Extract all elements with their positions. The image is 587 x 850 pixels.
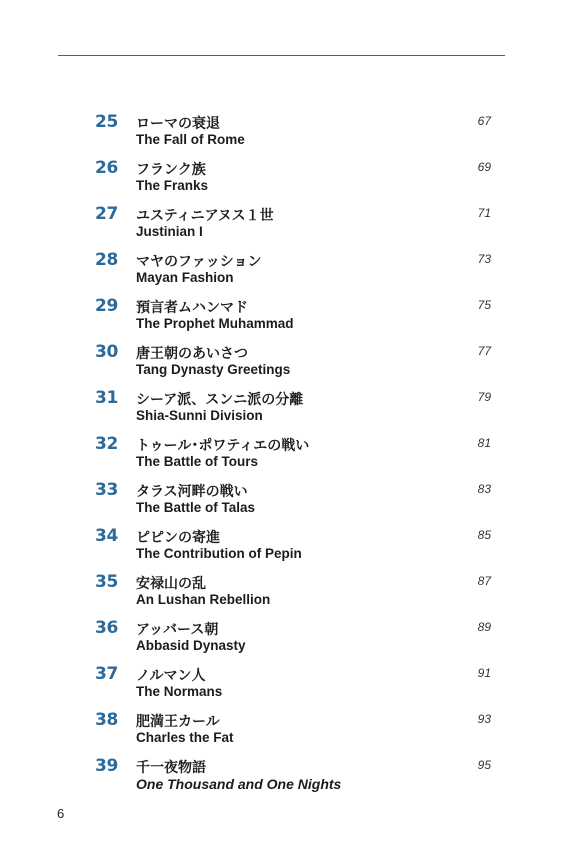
chapter-title-japanese: タラス河畔の戦い — [136, 484, 248, 500]
toc-entry[interactable] — [0, 710, 587, 756]
chapter-number: 37 — [95, 664, 119, 684]
chapter-title-japanese: トゥール･ポワティエの戦い — [136, 438, 310, 454]
chapter-title-japanese: シーア派、スンニ派の分離 — [136, 392, 304, 408]
chapter-title-japanese: アッバース朝 — [136, 622, 219, 638]
page-reference: 73 — [477, 252, 491, 266]
page-reference: 75 — [477, 298, 491, 312]
toc-entry[interactable] — [0, 296, 587, 342]
chapter-title-japanese: 千一夜物語 — [136, 760, 206, 776]
chapter-title-japanese: 安禄山の乱 — [136, 576, 206, 592]
toc-entry[interactable] — [0, 250, 587, 296]
chapter-number: 25 — [95, 112, 119, 132]
chapter-number: 39 — [95, 756, 119, 776]
chapter-number: 28 — [95, 250, 119, 270]
page-reference: 79 — [477, 390, 491, 404]
chapter-number: 31 — [95, 388, 119, 408]
toc-entry[interactable] — [0, 480, 587, 526]
chapter-title-english: The Prophet Muhammad — [136, 316, 294, 331]
chapter-title-english: Tang Dynasty Greetings — [136, 362, 291, 377]
chapter-title-english: The Fall of Rome — [136, 132, 245, 147]
page-reference: 85 — [477, 528, 491, 542]
toc-entry[interactable] — [0, 204, 587, 250]
chapter-title-english: One Thousand and One Nights — [136, 776, 342, 792]
toc-entry[interactable] — [0, 618, 587, 664]
page-reference: 83 — [477, 482, 491, 496]
chapter-title-english: The Contribution of Pepin — [136, 546, 302, 561]
chapter-title-english: The Franks — [136, 178, 209, 193]
chapter-title-english: The Battle of Talas — [136, 500, 256, 515]
page-reference: 87 — [477, 574, 491, 588]
chapter-title-japanese: ユスティニアヌス１世 — [136, 208, 274, 224]
header-rule — [58, 55, 505, 56]
chapter-title-english: Mayan Fashion — [136, 270, 234, 285]
chapter-title-japanese: 肥満王カール — [136, 714, 220, 730]
chapter-number: 33 — [95, 480, 119, 500]
toc-entry[interactable] — [0, 388, 587, 434]
page-reference: 77 — [477, 344, 491, 358]
page-reference: 91 — [477, 666, 491, 680]
folio-page-number: 6 — [57, 806, 65, 821]
toc-entry[interactable] — [0, 158, 587, 204]
chapter-number: 27 — [95, 204, 119, 224]
chapter-number: 34 — [95, 526, 119, 546]
chapter-title-english: Abbasid Dynasty — [136, 638, 246, 653]
chapter-title-japanese: マヤのファッション — [136, 254, 262, 270]
page-reference: 69 — [477, 160, 491, 174]
toc-entry[interactable] — [0, 664, 587, 710]
chapter-number: 29 — [95, 296, 119, 316]
toc-entry[interactable] — [0, 434, 587, 480]
chapter-title-japanese: 唐王朝のあいさつ — [136, 346, 248, 362]
toc-entry[interactable] — [0, 112, 587, 158]
chapter-title-english: The Battle of Tours — [136, 454, 259, 469]
chapter-number: 26 — [95, 158, 119, 178]
toc-entry[interactable] — [0, 342, 587, 388]
page-reference: 89 — [477, 620, 491, 634]
chapter-number: 36 — [95, 618, 119, 638]
chapter-title-english: The Normans — [136, 684, 223, 699]
chapter-title-japanese: フランク族 — [136, 162, 206, 178]
page-reference: 71 — [477, 206, 491, 220]
chapter-number: 38 — [95, 710, 119, 730]
chapter-title-japanese: 預言者ムハンマド — [136, 300, 248, 316]
chapter-number: 35 — [95, 572, 119, 592]
chapter-title-english: Shia-Sunni Division — [136, 408, 263, 423]
chapter-number: 30 — [95, 342, 119, 362]
chapter-title-japanese: ローマの衰退 — [136, 116, 220, 132]
page-reference: 93 — [477, 712, 491, 726]
chapter-number: 32 — [95, 434, 119, 454]
page-reference: 67 — [477, 114, 491, 128]
toc-entry[interactable] — [0, 526, 587, 572]
toc-entry[interactable] — [0, 572, 587, 618]
chapter-title-english: Charles the Fat — [136, 730, 234, 745]
chapter-title-japanese: ピピンの寄進 — [136, 530, 220, 546]
chapter-title-japanese: ノルマン人 — [136, 668, 206, 684]
toc-entry[interactable] — [0, 756, 587, 802]
table-of-contents — [0, 112, 587, 802]
page-reference: 95 — [477, 758, 491, 772]
chapter-title-english: Justinian I — [136, 224, 203, 239]
page-reference: 81 — [477, 436, 491, 450]
chapter-title-english: An Lushan Rebellion — [136, 592, 271, 607]
